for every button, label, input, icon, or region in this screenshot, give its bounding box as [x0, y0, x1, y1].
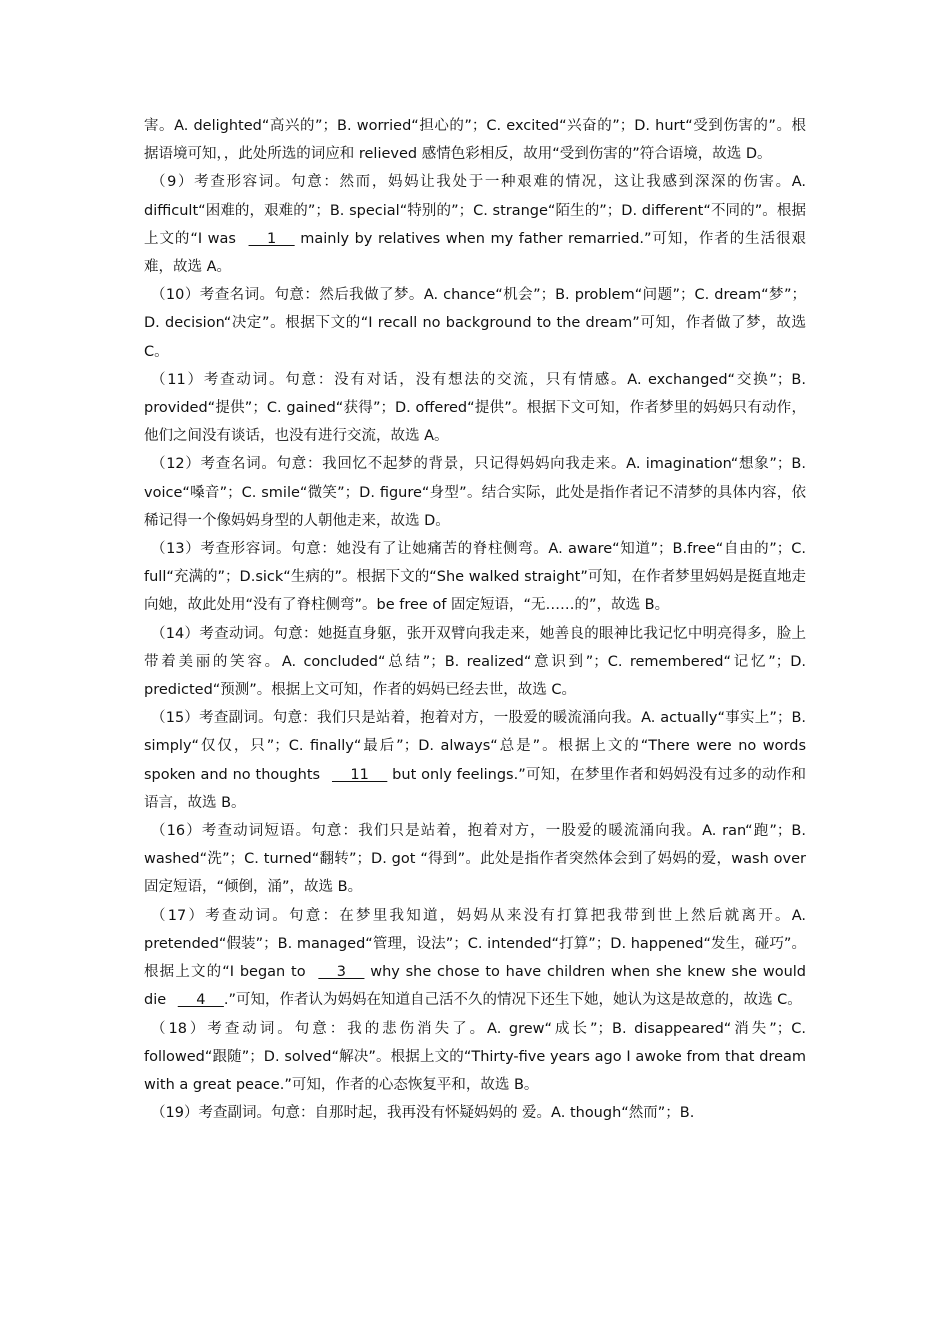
fill-in-blank: 3 — [318, 964, 365, 981]
paragraph-text: （16）考查动词短语。句意：我们只是站着，抱着对方，一股爱的暖流涌向我。A. ran“跑”；B. washed“洗”；C. turned“翻转”；D. got “得到”。此处是指作者突然体会到了妈妈的爱，wash over 固定短语，“倾倒，涌”，故选 B。 — [144, 823, 806, 896]
paragraph-text: （13）考查形容词。句意：她没有了让她痛苦的脊柱侧弯。A. aware“知道”；B.free“自由的”；C. full“充满的”；D.sick“生病的”。根据下文的“She walked straight”可知，在作者梦里妈妈是挺直地走向她，故此处用“没有了脊柱侧弯”。be free of 固定短语，“无……的”，故选 B。 — [144, 541, 806, 614]
explanation-paragraph-p13 — [144, 535, 806, 620]
paragraph-text: （11）考查动词。句意：没有对话，没有想法的交流，只有情感。A. exchanged“交换”；B. provided“提供”；C. gained“获得”；D. offered“提供”。根据下文可知，作者梦里的妈妈只有动作，他们之间没有谈话，也没有进行交流，故选 A。 — [144, 371, 806, 445]
paragraph-text: （17）考查动词。句意：在梦里我知道，妈妈从来没有打算把我带到世上然后就离开。A. pretended“假装”；B. managed“管理，设法”；C. intended“打算”；D. happened“发生，碰巧”。根据上文的“I began to — [144, 907, 806, 981]
fill-in-blank: 1 — [248, 230, 295, 247]
explanation-paragraph-p15 — [144, 704, 806, 817]
paragraph-text: but only feelings.”可知，在梦里作者和妈妈没有过多的动作和语言，故选 B。 — [144, 766, 807, 811]
explanation-paragraph-p12 — [144, 450, 806, 535]
explanation-paragraph-p8-cont — [144, 112, 806, 168]
explanation-paragraph-p9 — [144, 168, 806, 281]
fill-in-blank: 11 — [331, 766, 388, 783]
fill-in-blank: 4 — [177, 992, 224, 1009]
paragraph-text: （18）考查动词。句意：我的悲伤消失了。A. grew“成长”；B. disappeared“消失”；C. followed“跟随”；D. solved“解决”。根据上文的“Thirty-five years ago I awoke from that dream with a great peace.”可知，作者的心态恢复平和，故选 B。 — [144, 1020, 806, 1093]
paragraph-text: （10）考查名词。句意：然后我做了梦。A. chance“机会”；B. problem“问题”；C. dream“梦”；D. decision“决定”。根据下文的“I recall no background to the dream”可知，作者做了梦，故选 C。 — [144, 287, 806, 360]
paragraph-text: （15）考查副词。句意：我们只是站着，抱着对方，一股爱的暖流涌向我。A. actually“事实上”；B. simply“仅仅，只”；C. finally“最后”；D. always“总是”。根据上文的“There were no words spoken and no thoughts — [144, 710, 806, 783]
paragraph-text: mainly by relatives when my father remarried.”可知，作者的生活很艰难，故选 A。 — [144, 230, 807, 276]
paragraph-text: （14）考查动词。句意：她挺直身躯，张开双臂向我走来，她善良的眼神比我记忆中明亮得多，脸上带着美丽的笑容。A. concluded“总结”；B. realized“意识到”；C. remembered“记忆”；D. predicted“预测”。根据上文可知，作者的妈妈已经去世，故选 C。 — [144, 625, 806, 699]
explanation-paragraph-p14 — [144, 620, 806, 705]
explanation-paragraph-p10 — [144, 281, 806, 366]
explanation-paragraph-p17 — [144, 902, 806, 1015]
explanation-paragraph-p19 — [144, 1099, 806, 1127]
paragraph-text: （12）考查名词。句意：我回忆不起梦的背景，只记得妈妈向我走来。A. imagination“想象”；B. voice“嗓音”；C. smile“微笑”；D. figure“身型”。结合实际，此处是指作者记不清梦的具体内容，依稀记得一个像妈妈身型的人朝他走来，故选 D。 — [144, 456, 806, 529]
paragraph-text: （9）考查形容词。句意：然而，妈妈让我处于一种艰难的情况，这让我感到深深的伤害。A. difficult“困难的，艰难的”；B. special“特别的”；C. strange“陌生的”；D. different“不同的”。根据上文的“I was — [144, 174, 806, 247]
explanation-paragraph-p18 — [144, 1015, 806, 1100]
explanation-paragraph-p11 — [144, 366, 806, 451]
paragraph-text: why she chose to have children when she knew she would die — [144, 964, 807, 1009]
paragraph-text: .”可知，作者认为妈妈在知道自己活不久的情况下还生下她，她认为这是故意的，故选 C。 — [223, 992, 802, 1009]
paragraph-text: 害。A. delighted“高兴的”；B. worried“担心的”；C. excited“兴奋的”；D. hurt“受到伤害的”。根据语境可知，，此处所选的词应和 relieved 感情色彩相反，故用“受到伤害的”符合语境，故选 D。 — [144, 118, 806, 163]
explanation-paragraph-p16 — [144, 817, 806, 902]
paragraph-text: （19）考查副词。句意：自那时起，我再没有怀疑妈妈的 爱。A. though“然而”；B. — [151, 1105, 695, 1122]
answer-explanations — [144, 112, 806, 1127]
